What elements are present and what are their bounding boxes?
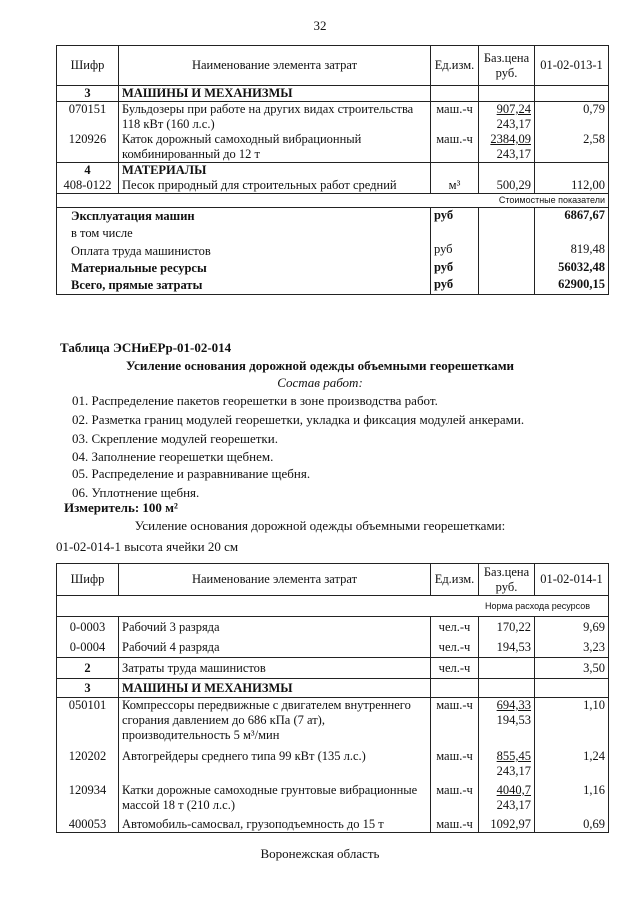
table-row: 070151 Бульдозеры при работе на других видах строительства 118 кВт (160 л.с.) маш.-ч 907,24 243,17 0,79 (57, 102, 609, 133)
total-row: Эксплуатация машин руб 6867,67 (57, 208, 609, 226)
header-norm: 01-02-014-1 (535, 564, 609, 596)
section-heading: Усиление основания дорожной одежды объемными георешетками (125, 358, 515, 373)
work-item: 01. Распределение пакетов георешетки в зоне производства работ. (72, 393, 438, 408)
resource-table-1 (56, 45, 609, 295)
variant-label: 01-02-014-1 высота ячейки 20 см (56, 539, 239, 554)
resource-table-2 (56, 563, 609, 833)
subtitle: Усиление основания дорожной одежды объемными георешетками: (134, 518, 506, 533)
work-item: 04. Заполнение георешетки щебнем. (72, 449, 274, 464)
section-row: 3 МАШИНЫ И МЕХАНИЗМЫ (57, 679, 609, 698)
table-row: 120934 Катки дорожные самоходные грунтовые вибрационные массой 18 т (210 л.с.) маш.-ч 4040,7 243,17 1,16 (57, 779, 609, 813)
header-name: Наименование элемента затрат (119, 46, 431, 86)
table-row: 050101 Компрессоры передвижные с двигателем внутреннего сгорания давлением до 686 кПа (7 ат), производительность 5 м³/мин маш.-ч 694,33 194,53 1,10 (57, 698, 609, 744)
header-code: Шифр (57, 564, 119, 596)
header-norm: 01-02-013-1 (535, 46, 609, 86)
works-caption: Состав работ: (277, 375, 363, 390)
table-title: Таблица ЭСНиЕРр-01-02-014 (60, 340, 232, 355)
section-row: 4 МАТЕРИАЛЫ (57, 163, 609, 179)
header-code: Шифр (57, 46, 119, 86)
footer-region: Воронежская область (260, 846, 380, 861)
table-row: 408-0122 Песок природный для строительных работ средний м³ 500,29 112,00 (57, 178, 609, 194)
work-item: 03. Скрепление модулей георешетки. (72, 431, 278, 446)
section-row: 2 Затраты труда машинистов чел.-ч 3,50 (57, 658, 609, 679)
header-name: Наименование элемента затрат (119, 564, 431, 596)
table-row: 120202 Автогрейдеры среднего типа 99 кВт (135 л.с.) маш.-ч 855,45 243,17 1,24 (57, 743, 609, 779)
work-item: 06. Уплотнение щебня. (72, 485, 200, 500)
page-number: 32 (313, 18, 327, 33)
header-price: Баз.цена руб. (479, 46, 535, 86)
total-row: Оплата труда машинистов руб 819,48 (57, 242, 609, 260)
total-row: в том числе (57, 225, 609, 242)
header-price: Баз.цена руб. (479, 564, 535, 596)
table-row: 0-0004 Рабочий 4 разряда чел.-ч 194,53 3,23 (57, 637, 609, 658)
table-row: 400053 Автомобиль-самосвал, грузоподъемность до 15 т маш.-ч 1092,97 0,69 (57, 813, 609, 833)
measure-unit: Измеритель: 100 м² (64, 500, 178, 515)
work-item: 02. Разметка границ модулей георешетки, укладка и фиксация модулей анкерами. (72, 412, 525, 427)
table-row: 120926 Каток дорожный самоходный вибрационный комбинированный до 12 т маш.-ч 2384,09 243,17 2,58 (57, 132, 609, 163)
section-row: 3 МАШИНЫ И МЕХАНИЗМЫ (57, 86, 609, 102)
cost-caption: Стоимостные показатели (57, 194, 609, 208)
total-row: Материальные ресурсы руб 56032,48 (57, 260, 609, 277)
header-unit: Ед.изм. (431, 46, 479, 86)
total-row: Всего, прямые затраты руб 62900,15 (57, 277, 609, 295)
table-row: 0-0003 Рабочий 3 разряда чел.-ч 170,22 9,69 (57, 617, 609, 638)
norm-caption: Норма расхода ресурсов (57, 596, 609, 617)
header-unit: Ед.изм. (431, 564, 479, 596)
work-item: 05. Распределение и разравнивание щебня. (72, 466, 311, 481)
